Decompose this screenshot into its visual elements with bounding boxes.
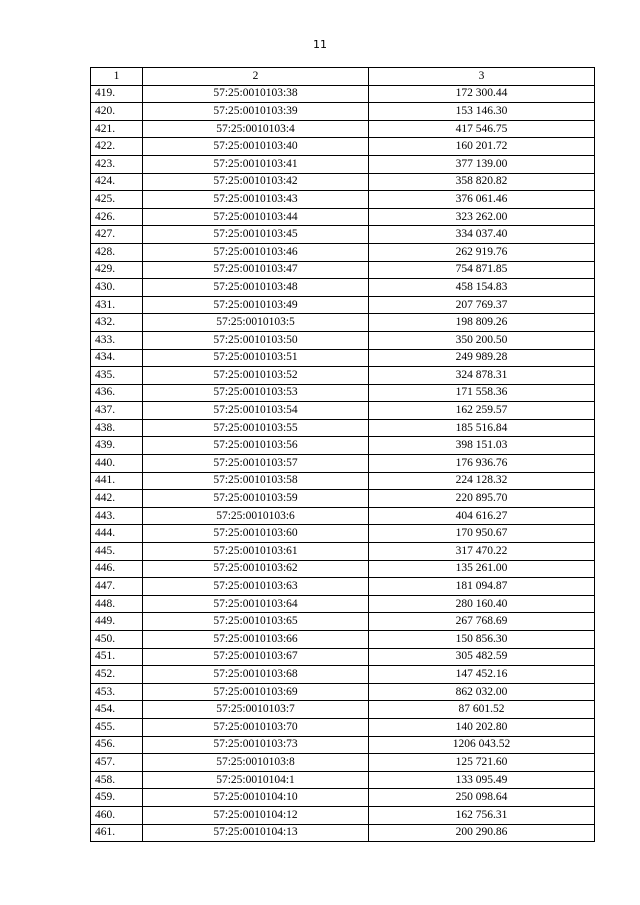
row-number-cell: 440.	[91, 455, 143, 473]
table-row	[91, 666, 595, 684]
row-number-cell: 435.	[91, 367, 143, 385]
table-row	[91, 103, 595, 121]
value-cell: 249 989.28	[369, 349, 595, 367]
row-number-cell: 453.	[91, 683, 143, 701]
row-number-cell: 451.	[91, 648, 143, 666]
cadastral-number-cell: 57:25:0010103:41	[143, 155, 369, 173]
cadastral-number-cell: 57:25:0010103:66	[143, 631, 369, 649]
value-cell: 176 936.76	[369, 455, 595, 473]
table-row	[91, 261, 595, 279]
table-row	[91, 507, 595, 525]
table-row	[91, 419, 595, 437]
table-row	[91, 754, 595, 772]
cadastral-number-cell: 57:25:0010103:7	[143, 701, 369, 719]
table-row	[91, 85, 595, 103]
value-cell: 171 558.36	[369, 384, 595, 402]
value-cell: 250 098.64	[369, 789, 595, 807]
cadastral-number-cell: 57:25:0010103:56	[143, 437, 369, 455]
cadastral-number-cell: 57:25:0010103:60	[143, 525, 369, 543]
row-number-cell: 419.	[91, 85, 143, 103]
cadastral-number-cell: 57:25:0010103:53	[143, 384, 369, 402]
value-cell: 185 516.84	[369, 419, 595, 437]
table-row	[91, 806, 595, 824]
cadastral-number-cell: 57:25:0010103:42	[143, 173, 369, 191]
value-cell: 140 202.80	[369, 718, 595, 736]
value-cell: 172 300.44	[369, 85, 595, 103]
row-number-cell: 449.	[91, 613, 143, 631]
table-row	[91, 279, 595, 297]
value-cell: 207 769.37	[369, 296, 595, 314]
row-number-cell: 426.	[91, 208, 143, 226]
table-row	[91, 543, 595, 561]
row-number-cell: 454.	[91, 701, 143, 719]
value-cell: 458 154.83	[369, 279, 595, 297]
cadastral-number-cell: 57:25:0010103:57	[143, 455, 369, 473]
column-header-2: 2	[143, 68, 369, 86]
row-number-cell: 446.	[91, 560, 143, 578]
value-cell: 862 032.00	[369, 683, 595, 701]
cadastral-number-cell: 57:25:0010103:51	[143, 349, 369, 367]
table-row	[91, 455, 595, 473]
value-cell: 305 482.59	[369, 648, 595, 666]
value-cell: 200 290.86	[369, 824, 595, 842]
row-number-cell: 442.	[91, 490, 143, 508]
cadastral-number-cell: 57:25:0010103:6	[143, 507, 369, 525]
table-row	[91, 648, 595, 666]
table-row	[91, 208, 595, 226]
cadastral-number-cell: 57:25:0010103:64	[143, 595, 369, 613]
table-row	[91, 613, 595, 631]
table-row	[91, 155, 595, 173]
cadastral-number-cell: 57:25:0010103:5	[143, 314, 369, 332]
table-row	[91, 631, 595, 649]
value-cell: 754 871.85	[369, 261, 595, 279]
value-cell: 224 128.32	[369, 472, 595, 490]
table-row	[91, 472, 595, 490]
table-row	[91, 331, 595, 349]
table-header-row	[91, 68, 595, 86]
cadastral-number-cell: 57:25:0010103:55	[143, 419, 369, 437]
row-number-cell: 430.	[91, 279, 143, 297]
table-row	[91, 771, 595, 789]
table-row	[91, 718, 595, 736]
row-number-cell: 456.	[91, 736, 143, 754]
table-row	[91, 367, 595, 385]
row-number-cell: 457.	[91, 754, 143, 772]
value-cell: 153 146.30	[369, 103, 595, 121]
cadastral-number-cell: 57:25:0010104:13	[143, 824, 369, 842]
row-number-cell: 423.	[91, 155, 143, 173]
table-row	[91, 683, 595, 701]
cadastral-number-cell: 57:25:0010103:59	[143, 490, 369, 508]
table-row	[91, 525, 595, 543]
table-row	[91, 296, 595, 314]
table-row	[91, 120, 595, 138]
value-cell: 317 470.22	[369, 543, 595, 561]
cadastral-number-cell: 57:25:0010103:68	[143, 666, 369, 684]
row-number-cell: 438.	[91, 419, 143, 437]
row-number-cell: 427.	[91, 226, 143, 244]
table-row	[91, 191, 595, 209]
cadastral-number-cell: 57:25:0010103:49	[143, 296, 369, 314]
table-body	[91, 85, 595, 842]
row-number-cell: 443.	[91, 507, 143, 525]
table-row	[91, 138, 595, 156]
row-number-cell: 422.	[91, 138, 143, 156]
row-number-cell: 425.	[91, 191, 143, 209]
value-cell: 147 452.16	[369, 666, 595, 684]
cadastral-number-cell: 57:25:0010103:39	[143, 103, 369, 121]
cadastral-number-cell: 57:25:0010104:1	[143, 771, 369, 789]
row-number-cell: 424.	[91, 173, 143, 191]
cadastral-number-cell: 57:25:0010103:38	[143, 85, 369, 103]
column-header-1: 1	[91, 68, 143, 86]
cadastral-number-cell: 57:25:0010103:52	[143, 367, 369, 385]
row-number-cell: 437.	[91, 402, 143, 420]
table-row	[91, 402, 595, 420]
row-number-cell: 432.	[91, 314, 143, 332]
value-cell: 417 546.75	[369, 120, 595, 138]
value-cell: 262 919.76	[369, 243, 595, 261]
cadastral-number-cell: 57:25:0010103:65	[143, 613, 369, 631]
table-row	[91, 173, 595, 191]
table-row	[91, 595, 595, 613]
row-number-cell: 441.	[91, 472, 143, 490]
cadastral-number-cell: 57:25:0010103:4	[143, 120, 369, 138]
cadastral-number-cell: 57:25:0010103:54	[143, 402, 369, 420]
cadastral-number-cell: 57:25:0010103:70	[143, 718, 369, 736]
row-number-cell: 439.	[91, 437, 143, 455]
cadastral-number-cell: 57:25:0010103:73	[143, 736, 369, 754]
value-cell: 280 160.40	[369, 595, 595, 613]
row-number-cell: 429.	[91, 261, 143, 279]
value-cell: 404 616.27	[369, 507, 595, 525]
value-cell: 1206 043.52	[369, 736, 595, 754]
value-cell: 87 601.52	[369, 701, 595, 719]
table-row	[91, 824, 595, 842]
table-row	[91, 490, 595, 508]
row-number-cell: 461.	[91, 824, 143, 842]
row-number-cell: 433.	[91, 331, 143, 349]
value-cell: 376 061.46	[369, 191, 595, 209]
column-header-3: 3	[369, 68, 595, 86]
cadastral-number-cell: 57:25:0010103:58	[143, 472, 369, 490]
cadastral-number-cell: 57:25:0010103:61	[143, 543, 369, 561]
value-cell: 135 261.00	[369, 560, 595, 578]
value-cell: 358 820.82	[369, 173, 595, 191]
cadastral-number-cell: 57:25:0010103:48	[143, 279, 369, 297]
cadastral-number-cell: 57:25:0010103:67	[143, 648, 369, 666]
cadastral-number-cell: 57:25:0010103:44	[143, 208, 369, 226]
table-row	[91, 578, 595, 596]
row-number-cell: 458.	[91, 771, 143, 789]
value-cell: 198 809.26	[369, 314, 595, 332]
table-row	[91, 736, 595, 754]
value-cell: 170 950.67	[369, 525, 595, 543]
table-row	[91, 560, 595, 578]
value-cell: 334 037.40	[369, 226, 595, 244]
row-number-cell: 436.	[91, 384, 143, 402]
row-number-cell: 428.	[91, 243, 143, 261]
row-number-cell: 452.	[91, 666, 143, 684]
row-number-cell: 455.	[91, 718, 143, 736]
table-row	[91, 243, 595, 261]
row-number-cell: 420.	[91, 103, 143, 121]
cadastral-number-cell: 57:25:0010103:43	[143, 191, 369, 209]
row-number-cell: 459.	[91, 789, 143, 807]
row-number-cell: 444.	[91, 525, 143, 543]
value-cell: 267 768.69	[369, 613, 595, 631]
row-number-cell: 431.	[91, 296, 143, 314]
cadastral-number-cell: 57:25:0010103:63	[143, 578, 369, 596]
value-cell: 133 095.49	[369, 771, 595, 789]
table-row	[91, 314, 595, 332]
cadastral-number-cell: 57:25:0010103:46	[143, 243, 369, 261]
value-cell: 324 878.31	[369, 367, 595, 385]
value-cell: 125 721.60	[369, 754, 595, 772]
value-cell: 377 139.00	[369, 155, 595, 173]
cadastral-table	[90, 67, 595, 842]
table-row	[91, 789, 595, 807]
row-number-cell: 421.	[91, 120, 143, 138]
table-row	[91, 349, 595, 367]
cadastral-number-cell: 57:25:0010103:47	[143, 261, 369, 279]
value-cell: 160 201.72	[369, 138, 595, 156]
table-row	[91, 384, 595, 402]
value-cell: 162 756.31	[369, 806, 595, 824]
row-number-cell: 460.	[91, 806, 143, 824]
cadastral-number-cell: 57:25:0010103:8	[143, 754, 369, 772]
value-cell: 220 895.70	[369, 490, 595, 508]
cadastral-number-cell: 57:25:0010104:10	[143, 789, 369, 807]
value-cell: 162 259.57	[369, 402, 595, 420]
table-row	[91, 437, 595, 455]
cadastral-number-cell: 57:25:0010103:40	[143, 138, 369, 156]
table-row	[91, 226, 595, 244]
row-number-cell: 447.	[91, 578, 143, 596]
cadastral-number-cell: 57:25:0010103:50	[143, 331, 369, 349]
row-number-cell: 434.	[91, 349, 143, 367]
value-cell: 323 262.00	[369, 208, 595, 226]
page-number: 11	[313, 38, 327, 51]
row-number-cell: 448.	[91, 595, 143, 613]
row-number-cell: 450.	[91, 631, 143, 649]
cadastral-number-cell: 57:25:0010103:62	[143, 560, 369, 578]
value-cell: 398 151.03	[369, 437, 595, 455]
value-cell: 150 856.30	[369, 631, 595, 649]
cadastral-number-cell: 57:25:0010104:12	[143, 806, 369, 824]
row-number-cell: 445.	[91, 543, 143, 561]
value-cell: 181 094.87	[369, 578, 595, 596]
cadastral-number-cell: 57:25:0010103:45	[143, 226, 369, 244]
table-row	[91, 701, 595, 719]
value-cell: 350 200.50	[369, 331, 595, 349]
cadastral-number-cell: 57:25:0010103:69	[143, 683, 369, 701]
